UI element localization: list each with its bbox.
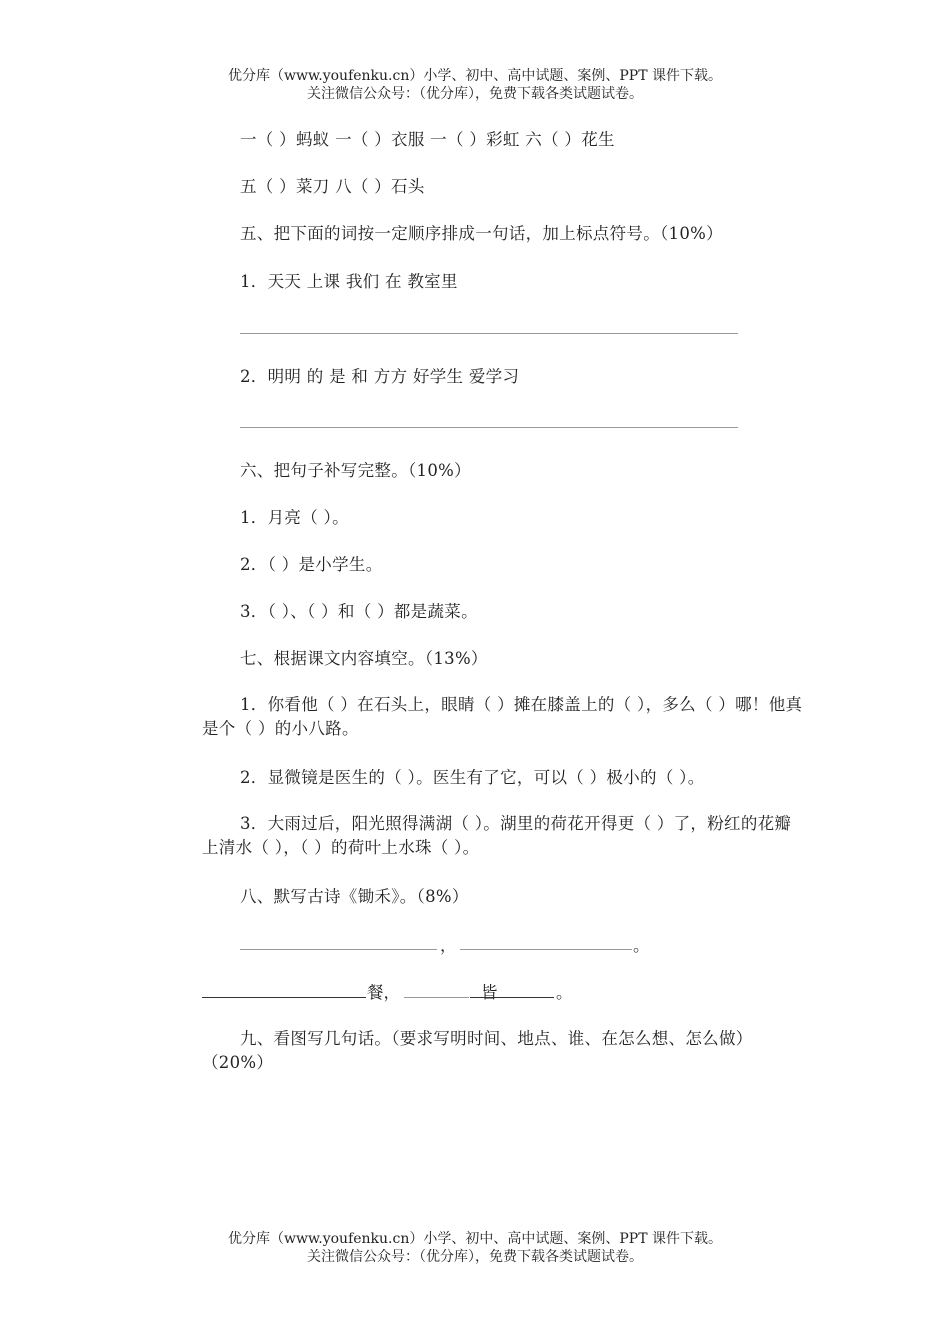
poem-word-can: 餐， xyxy=(367,983,400,1002)
header-line-2: 关注微信公众号：（优分库），免费下载各类试题试卷。 xyxy=(307,86,643,102)
poem-line-1b xyxy=(460,949,632,950)
page-header xyxy=(0,67,950,103)
section5-q1: 1．天天 上课 我们 在 教室里 xyxy=(240,272,458,291)
poem-line-1a xyxy=(240,949,437,950)
poem-line-2b xyxy=(404,997,469,998)
poem-line-2c xyxy=(470,997,554,998)
measure-words-line-2: 五（ ）菜刀 八（ ）石头 xyxy=(240,177,425,196)
section6-q2: 2．（ ）是小学生。 xyxy=(240,555,383,574)
section6-q3: 3．（ ）、（ ）和（ ）都是蔬菜。 xyxy=(240,602,478,621)
measure-words-line-1: 一（ ）蚂蚁 一（ ）衣服 一（ ）彩虹 六（ ）花生 xyxy=(240,130,615,149)
section6-title: 六、把句子补写完整。（10%） xyxy=(240,461,471,480)
poem-period: 。 xyxy=(633,936,650,955)
poem-line-2a xyxy=(202,997,366,998)
section7-title: 七、根据课文内容填空。（13%） xyxy=(240,649,488,668)
poem-word-jie: 皆 xyxy=(481,983,498,1002)
section5-q2: 2．明明 的 是 和 方方 好学生 爱学习 xyxy=(240,367,520,386)
footer-line-2: 关注微信公众号：（优分库），免费下载各类试题试卷。 xyxy=(307,1249,643,1265)
header-line-1: 优分库（www.youfenku.cn）小学、初中、高中试题、案例、PPT 课件下载。 xyxy=(227,68,722,84)
section7-q2: 2．显微镜是医生的（ ）。医生有了它，可以（ ）极小的（ ）。 xyxy=(240,768,705,787)
poem-comma: ， xyxy=(440,936,457,955)
section8-title: 八、默写古诗《锄禾》。（8%） xyxy=(240,887,469,906)
poem-period-2: 。 xyxy=(556,983,573,1002)
answer-line-s5-q2 xyxy=(240,427,738,428)
section7-q1: 1．你看他（ ）在石头上，眼睛（ ）摊在膝盖上的（ ），多么（ ）哪！他真是个（ ）的小八路。 xyxy=(202,695,803,738)
footer-line-1: 优分库（www.youfenku.cn）小学、初中、高中试题、案例、PPT 课件下载。 xyxy=(227,1231,722,1247)
page-footer xyxy=(0,1230,950,1266)
section7-q3: 3．大雨过后，阳光照得满湖（ ）。湖里的荷花开得更（ ）了，粉红的花瓣上清水（ ），（ ）的荷叶上水珠（ ）。 xyxy=(202,814,792,857)
answer-line-s5-q1 xyxy=(240,333,738,334)
section9-title: 九、看图写几句话。（要求写明时间、地点、谁、在怎么想、怎么做）（20%） xyxy=(202,1029,753,1072)
section6-q1: 1．月亮（ ）。 xyxy=(240,508,349,527)
section5-title: 五、把下面的词按一定顺序排成一句话，加上标点符号。（10%） xyxy=(240,224,723,243)
